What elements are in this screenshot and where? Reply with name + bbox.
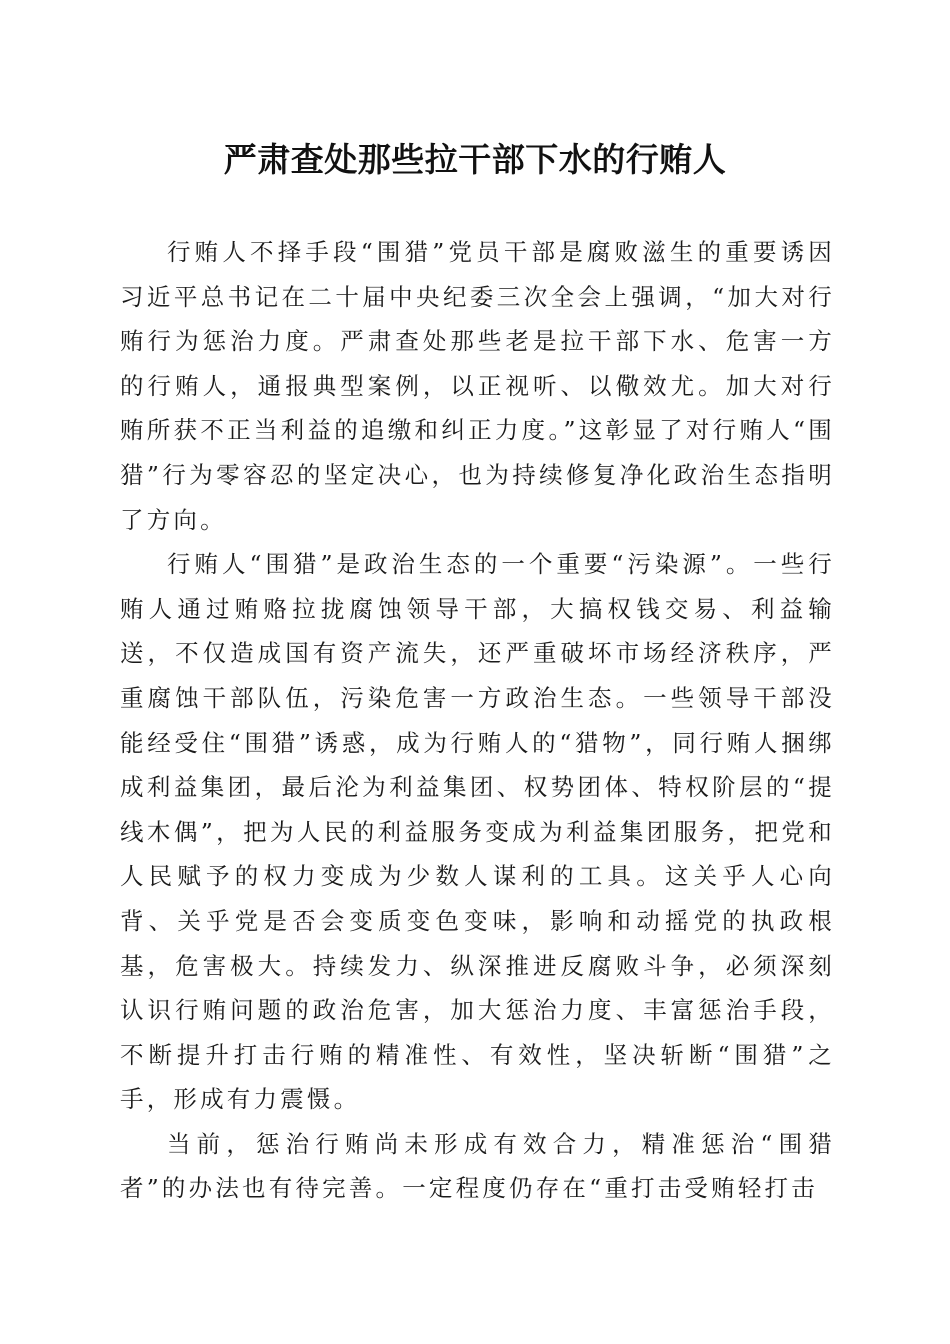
paragraph: 当前，惩治行贿尚未形成有效合力，精准惩治“围猎者”的办法也有待完善。一定程度仍存在“重打击受贿轻打击: [120, 1129, 835, 1203]
paragraph: 行贿人不择手段“围猎”党员干部是腐败滋生的重要诱因习近平总书记在二十届中央纪委三次全会上强调，“加大对行贿行为惩治力度。严肃查处那些老是拉干部下水、危害一方的行贿人，通报典型案例，以正视听、以儆效尤。加大对行贿所获不正当利益的追缴和纠正力度。”这彰显了对行贿人“围猎”行为零容忍的坚定决心，也为持续修复净化政治生态指明了方向。: [120, 238, 835, 534]
document-body: [120, 230, 835, 1211]
document-title: 严肃查处那些拉干部下水的行贿人: [223, 140, 727, 179]
paragraph: 行贿人“围猎”是政治生态的一个重要“污染源”。一些行贿人通过贿赂拉拢腐蚀领导干部，大搞权钱交易、利益输送，不仅造成国有资产流失，还严重破坏市场经济秩序，严重腐蚀干部队伍，污染危害一方政治生态。一些领导干部没能经受住“围猎”诱惑，成为行贿人的“猎物”，同行贿人捆绑成利益集团，最后沦为利益集团、权势团体、特权阶层的“提线木偶”，把为人民的利益服务变成为利益集团服务，把党和人民赋予的权力变成为少数人谋利的工具。这关乎人心向背、关乎党是否会变质变色变味，影响和动摇党的执政根基，危害极大。持续发力、纵深推进反腐败斗争，必须深刻认识行贿问题的政治危害，加大惩治力度、丰富惩治手段，不断提升打击行贿的精准性、有效性，坚决斩断“围猎”之手，形成有力震慑。: [120, 550, 835, 1114]
